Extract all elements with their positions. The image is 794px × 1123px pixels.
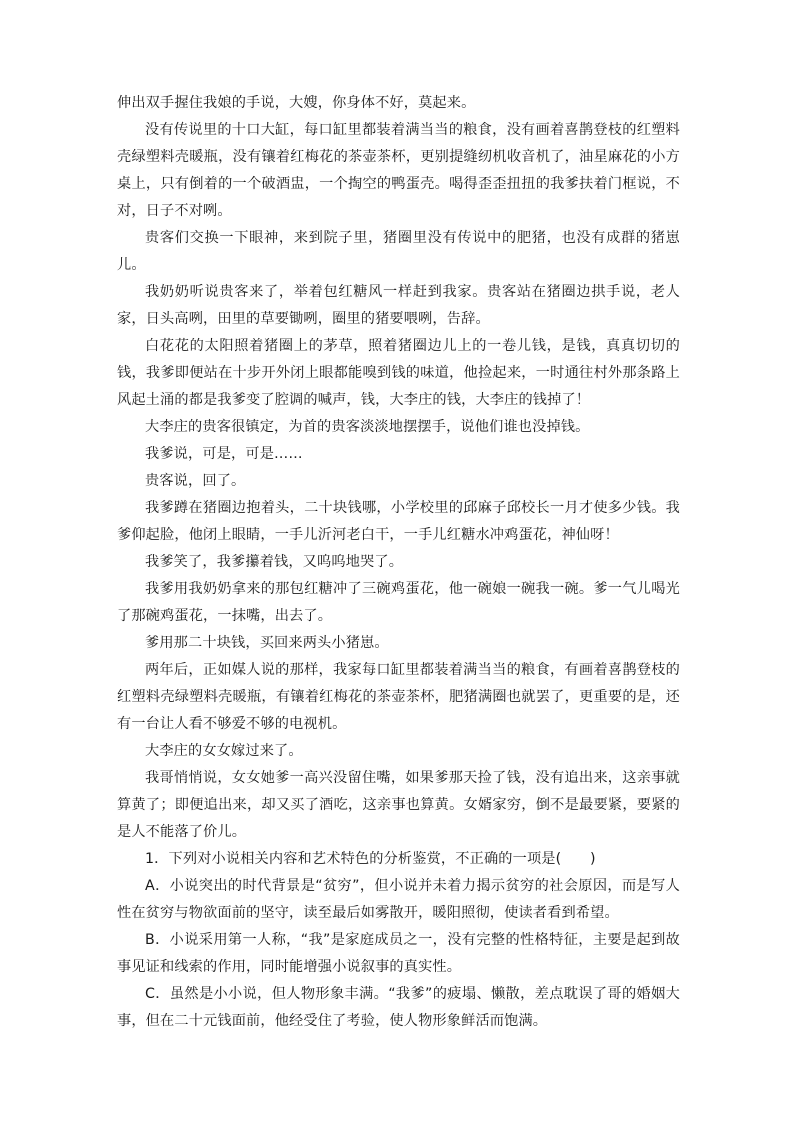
option-b: B．小说采用第一人称，“我”是家庭成员之一，没有完整的性格特征，主要是起到故事见证和线索的作用，同时能增强小说叙事的真实性。 [117, 932, 680, 975]
paragraph-3: 贵客们交换一下眼神，来到院子里，猪圈里没有传说中的肥猪，也没有成群的猪崽儿。 [117, 230, 680, 273]
document-page [117, 90, 680, 1035]
option-c: C．虽然是小小说，但人物形象丰满。“我爹”的疲塌、懒散，差点耽误了哥的婚姻大事，但在二十元钱面前，他经受住了考验，使人物形象鲜活而饱满。 [117, 986, 680, 1029]
paragraph-12: 爹用那二十块钱，买回来两头小猪崽。 [145, 635, 389, 651]
paragraph-10: 我爹笑了，我爹攥着钱，又呜呜地哭了。 [145, 554, 404, 570]
paragraph-9: 我爹蹲在猪圈边抱着头，二十块钱哪，小学校里的邱麻子邱校长一月才使多少钱。我爹仰起脸，他闭上眼睛，一手儿沂河老白干，一手儿红糖水冲鸡蛋花，神仙呀！ [117, 500, 680, 543]
paragraph-13: 两年后，正如媒人说的那样，我家每口缸里都装着满当当的粮食，有画着喜鹊登枝的红塑料壳绿塑料壳暖瓶，有镶着红梅花的茶壶茶杯，肥猪满圈也就罢了，更重要的是，还有一台让人看不够爱不够的电视机。 [117, 662, 680, 732]
paragraph-7: 我爹说，可是，可是…… [145, 446, 303, 462]
paragraph-1: 伸出双手握住我娘的手说，大嫂，你身体不好，莫起来。 [117, 95, 476, 111]
paragraph-15: 我哥悄悄说，女女她爹一高兴没留住嘴，如果爹那天捡了钱，没有追出来，这亲事就算黄了；即便追出来，却又买了酒吃，这亲事也算黄。女婿家穷，倒不是最要紧，要紧的是人不能落了价儿。 [117, 770, 680, 840]
paragraph-2: 没有传说里的十口大缸，每口缸里都装着满当当的粮食，没有画着喜鹊登枝的红塑料壳绿塑料壳暖瓶，没有镶着红梅花的茶壶茶杯，更别提缝纫机收音机了，油星麻花的小方桌上，只有倒着的一个破酒盅，一个掏空的鸭蛋壳。喝得歪歪扭扭的我爹扶着门框说，不对，日子不对咧。 [117, 122, 680, 219]
paragraph-4: 我奶奶听说贵客来了，举着包红糖风一样赶到我家。贵客站在猪圈边拱手说，老人家，日头高咧，田里的草要锄咧，圈里的猪要喂咧，告辞。 [117, 284, 680, 327]
paragraph-11: 我爹用我奶奶拿来的那包红糖冲了三碗鸡蛋花，他一碗娘一碗我一碗。爹一气儿喝光了那碗鸡蛋花，一抹嘴，出去了。 [117, 581, 680, 624]
option-a: A．小说突出的时代背景是“贫穷”，但小说并未着力揭示贫穷的社会原因，而是写人性在贫穷与物欲面前的坚守，读至最后如雾散开，暖阳照彻，使读者看到希望。 [117, 878, 680, 921]
paragraph-5: 白花花的太阳照着猪圈上的茅草，照着猪圈边儿上的一卷儿钱，是钱，真真切切的钱，我爹即便站在十步开外闭上眼都能嗅到钱的味道，他捡起来，一时通往村外那条路上风起土涌的都是我爹变了腔调的喊声，钱，大李庄的钱，大李庄的钱掉了！ [117, 338, 680, 408]
question-stem: 1．下列对小说相关内容和艺术特色的分析鉴赏，不正确的一项是( ) [145, 851, 596, 867]
paragraph-14: 大李庄的女女嫁过来了。 [145, 743, 303, 759]
paragraph-6: 大李庄的贵客很镇定，为首的贵客淡淡地摆摆手，说他们谁也没掉钱。 [145, 419, 590, 435]
paragraph-8: 贵客说，回了。 [145, 473, 246, 489]
